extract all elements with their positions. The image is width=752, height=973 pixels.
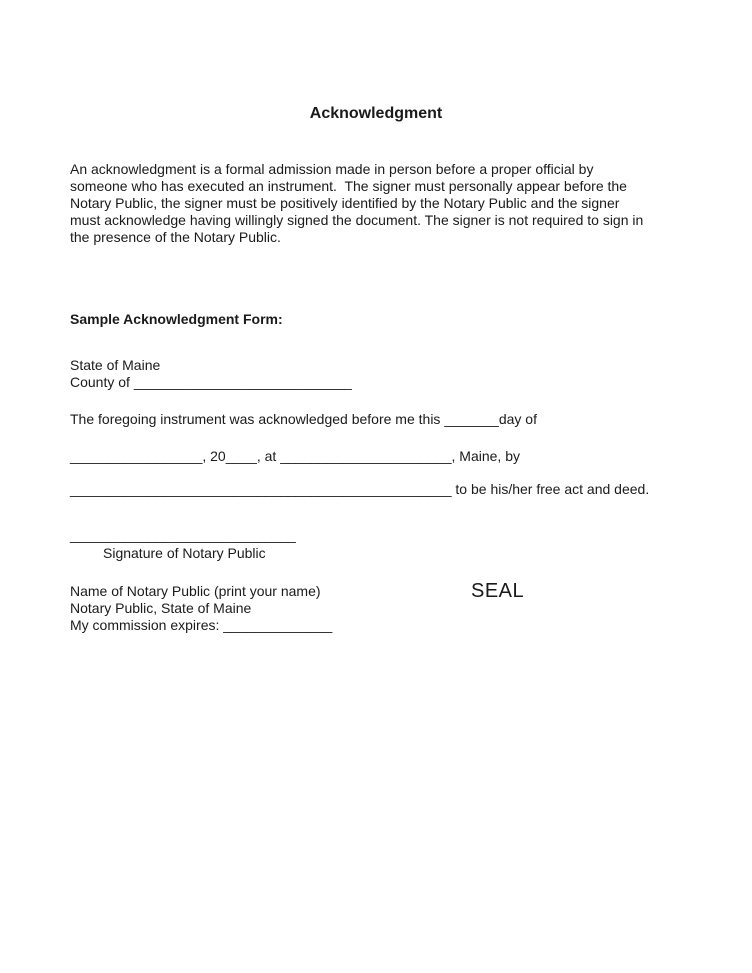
commission-expires-line: My commission expires: ______________ (70, 617, 333, 633)
notary-signature-rule: _____________________________ (70, 527, 296, 543)
intro-line-1: An acknowledgment is a formal admission made in person before a proper official by (70, 161, 594, 177)
intro-paragraph (70, 161, 670, 246)
signer-name-blank-line: _________________________________________________ to be his/her free act and deed. (70, 481, 650, 497)
state-line: State of Maine (70, 357, 161, 373)
signature-caption: Signature of Notary Public (103, 545, 266, 561)
intro-line-3: Notary Public, the signer must be positively identified by the Notary Public and the signer (70, 195, 620, 211)
county-blank-line: County of ____________________________ (70, 374, 352, 390)
intro-line-5: the presence of the Notary Public. (70, 229, 281, 245)
intro-line-4: must acknowledge having willingly signed the document. The signer is not required to sign in (70, 212, 644, 228)
seal-label: SEAL (471, 580, 525, 602)
foregoing-statement-line: The foregoing instrument was acknowledged before me this _______day of (70, 411, 537, 427)
venue-block (70, 357, 352, 391)
notary-state-line: Notary Public, State of Maine (70, 600, 252, 616)
notary-name-label: Name of Notary Public (print your name) (70, 583, 321, 599)
date-place-blank-line: _________________, 20____, at ______________________, Maine, by (70, 448, 520, 464)
notary-info-block (70, 583, 332, 634)
document-title: Acknowledgment (309, 105, 443, 122)
sample-form-heading: Sample Acknowledgment Form: (70, 311, 283, 327)
intro-line-2: someone who has executed an instrument. The signer must personally appear before the (70, 178, 627, 194)
